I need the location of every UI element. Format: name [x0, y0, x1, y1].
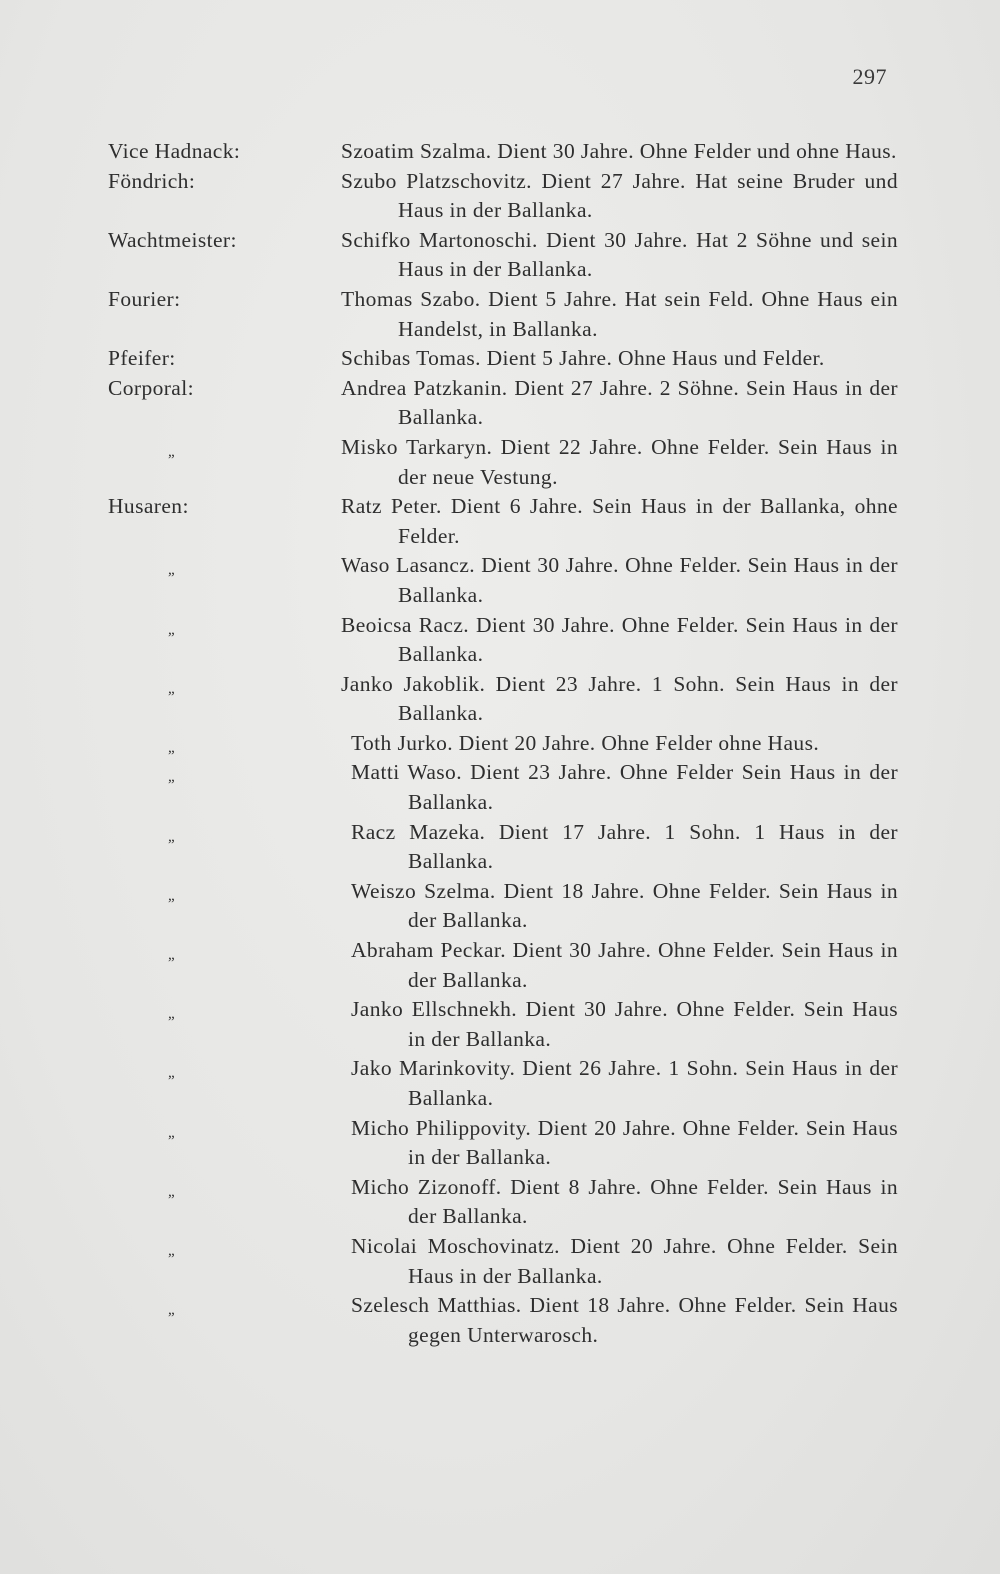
roster-entry: [108, 611, 898, 670]
entry-text: Abraham Peckar. Dient 30 Jahre. Ohne Felder. Sein Haus in der Ballanka.: [351, 938, 898, 992]
roster-entry: [108, 877, 898, 936]
roster-entry: [108, 1173, 898, 1232]
entry-text: Racz Mazeka. Dient 17 Jahre. 1 Sohn. 1 Haus in der Ballanka.: [351, 819, 898, 874]
roster-entry: [108, 995, 898, 1054]
entry-text: Szubo Platzschovitz. Dient 27 Jahre. Hat seine Bruder und Haus in der Ballanka.: [341, 168, 898, 223]
rank-label: Föndrich:: [108, 168, 196, 193]
roster-entry: [108, 1291, 898, 1350]
entry-text: Schibas Tomas. Dient 5 Jahre. Ohne Haus und Felder.: [341, 346, 825, 371]
ditto-mark: „: [168, 1302, 176, 1319]
roster-entry: [108, 374, 898, 433]
rank-label: Husaren:: [108, 494, 189, 519]
roster-entry: [108, 226, 898, 285]
entry-text: Micho Zizonoff. Dient 8 Jahre. Ohne Felder. Sein Haus in der Ballanka.: [351, 1174, 898, 1229]
ditto-mark: „: [168, 828, 176, 845]
roster-entry: [108, 285, 898, 344]
ditto-mark: „: [168, 1183, 176, 1200]
entry-text: Schifko Martonoschi. Dient 30 Jahre. Hat 2 Söhne und sein Haus in der Ballanka.: [341, 227, 898, 282]
rank-label: Vice Hadnack:: [108, 139, 241, 163]
rank-label: Pfeifer:: [108, 346, 176, 371]
roster-list: [108, 137, 898, 1350]
roster-entry: [108, 1114, 898, 1173]
entry-text: Toth Jurko. Dient 20 Jahre. Ohne Felder ohne Haus.: [351, 730, 820, 755]
entry-text: Szelesch Matthias. Dient 18 Jahre. Ohne Felder. Sein Haus gegen Unterwarosch.: [351, 1293, 898, 1347]
roster-entry: [108, 492, 898, 551]
entry-text: Szoatim Szalma. Dient 30 Jahre. Ohne Felder und ohne Haus.: [341, 139, 897, 163]
entry-text: Misko Tarkaryn. Dient 22 Jahre. Ohne Felder. Sein Haus in der neue Vestung.: [341, 434, 898, 489]
ditto-mark: „: [168, 1124, 176, 1141]
ditto-mark: „: [168, 621, 176, 638]
ditto-mark: „: [168, 680, 176, 697]
entry-text: Thomas Szabo. Dient 5 Jahre. Hat sein Feld. Ohne Haus ein Handelst, in Ballanka.: [341, 286, 898, 341]
roster-entry: [108, 818, 898, 877]
entry-text: Beoicsa Racz. Dient 30 Jahre. Ohne Felder. Sein Haus in der Ballanka.: [341, 612, 898, 667]
ditto-mark: „: [168, 1065, 176, 1082]
roster-entry: [108, 1054, 898, 1113]
ditto-mark: „: [168, 1242, 176, 1259]
roster-entry: [108, 936, 898, 995]
roster-entry: [108, 551, 898, 610]
rank-label: Fourier:: [108, 286, 181, 311]
ditto-mark: „: [168, 769, 176, 786]
entry-text: Matti Waso. Dient 23 Jahre. Ohne Felder Sein Haus in der Ballanka.: [351, 760, 898, 815]
entry-text: Weiszo Szelma. Dient 18 Jahre. Ohne Felder. Sein Haus in der Ballanka.: [351, 878, 898, 933]
roster-entry: [108, 758, 898, 817]
entry-text: Janko Ellschnekh. Dient 30 Jahre. Ohne Felder. Sein Haus in der Ballanka.: [351, 997, 898, 1051]
ditto-mark: „: [168, 443, 176, 460]
entry-text: Micho Philippovity. Dient 20 Jahre. Ohne Felder. Sein Haus in der Ballanka.: [351, 1115, 898, 1170]
roster-entry: [108, 137, 898, 167]
roster-entry: [108, 1232, 898, 1291]
ditto-mark: „: [168, 562, 176, 579]
entry-text: Jako Marinkovity. Dient 26 Jahre. 1 Sohn. Sein Haus in der Ballanka.: [351, 1056, 898, 1110]
entry-text: Nicolai Moschovinatz. Dient 20 Jahre. Ohne Felder. Sein Haus in der Ballanka.: [351, 1233, 898, 1288]
roster-entry: [108, 729, 898, 759]
entry-text: Ratz Peter. Dient 6 Jahre. Sein Haus in der Ballanka, ohne Felder.: [341, 494, 898, 548]
roster-entry: [108, 670, 898, 729]
ditto-mark: „: [168, 739, 176, 756]
roster-entry: [108, 167, 898, 226]
entry-text: Waso Lasancz. Dient 30 Jahre. Ohne Felder. Sein Haus in der Ballanka.: [341, 553, 898, 607]
rank-label: Corporal:: [108, 375, 194, 400]
rank-label: Wachtmeister:: [108, 227, 237, 252]
entry-text: Andrea Patzkanin. Dient 27 Jahre. 2 Söhne. Sein Haus in der Ballanka.: [341, 375, 898, 430]
page-number: 297: [852, 64, 887, 89]
entry-text: Janko Jakoblik. Dient 23 Jahre. 1 Sohn. Sein Haus in der Ballanka.: [341, 671, 898, 726]
roster-entry: [108, 344, 898, 374]
roster-entry: [108, 433, 898, 492]
ditto-mark: „: [168, 887, 176, 904]
ditto-mark: „: [168, 1006, 176, 1023]
ditto-mark: „: [168, 947, 176, 964]
